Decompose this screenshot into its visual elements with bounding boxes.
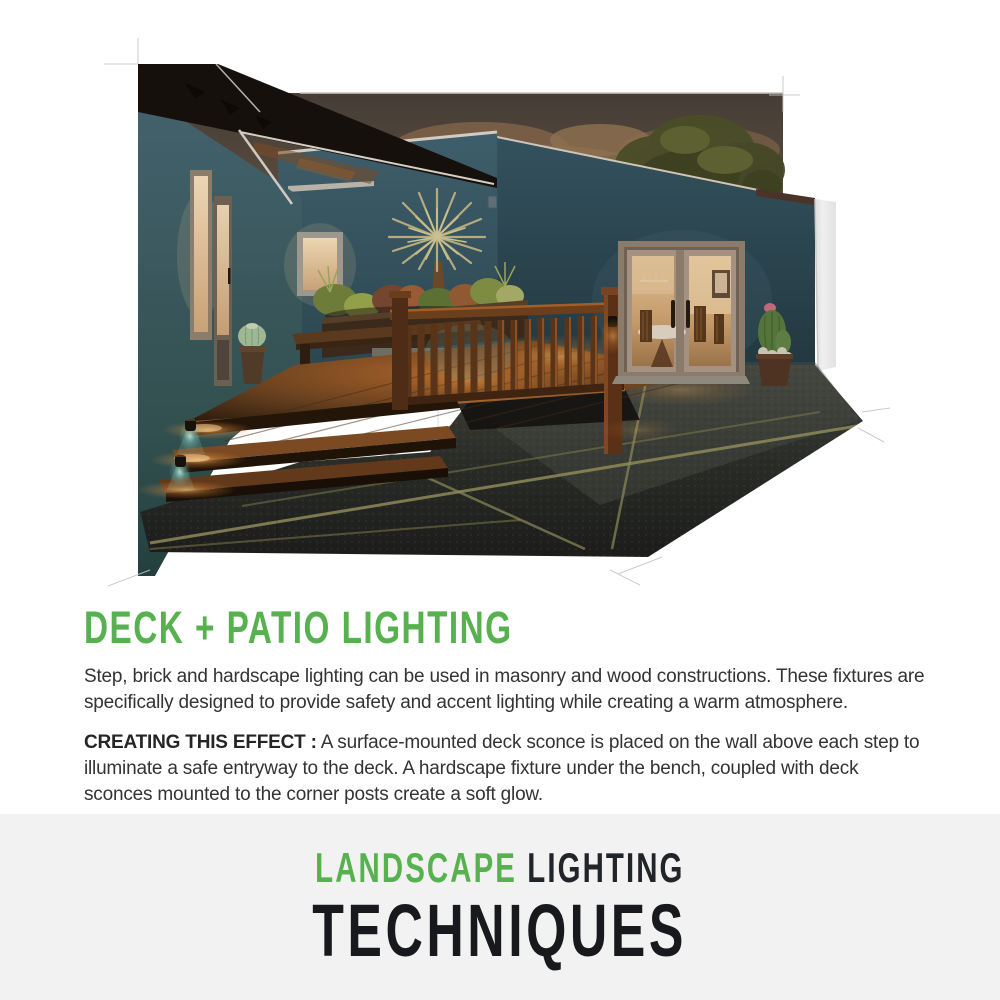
deck-sconce <box>185 419 196 431</box>
railing-post <box>392 296 408 410</box>
return-wall-panel <box>815 199 836 371</box>
brand-techniques: TECHNIQUES <box>312 889 688 972</box>
section-heading-text: DECK + PATIO LIGHTING <box>84 602 513 653</box>
section-heading <box>84 602 928 653</box>
effect-text: A surface-mounted deck sconce is placed on the wall above each step to illuminate a safe entryway to the deck. A hardscape fixture under the bench, coupled with deck sconces mounted to the corner posts create a soft glow. <box>84 732 920 805</box>
brand-techniques-line <box>0 889 1000 972</box>
intro-paragraph: Step, brick and hardscape lighting can be used in masonry and wood constructions. These fixtures are specifically designed to provide safety and accent lighting while creating a warm atmosphere. <box>84 666 925 713</box>
effect-paragraph <box>84 730 928 808</box>
french-doors <box>612 241 750 384</box>
brand-landscape: LANDSCAPE <box>315 844 518 891</box>
copy-section <box>84 602 928 808</box>
door-handle <box>671 300 675 328</box>
door-handle <box>686 300 690 328</box>
brand-footer <box>0 814 1000 1000</box>
brand-line1 <box>0 844 1000 891</box>
effect-label: CREATING THIS EFFECT : <box>84 732 317 753</box>
deck-sconce <box>175 455 186 467</box>
brand-lighting: LIGHTING <box>527 844 685 891</box>
